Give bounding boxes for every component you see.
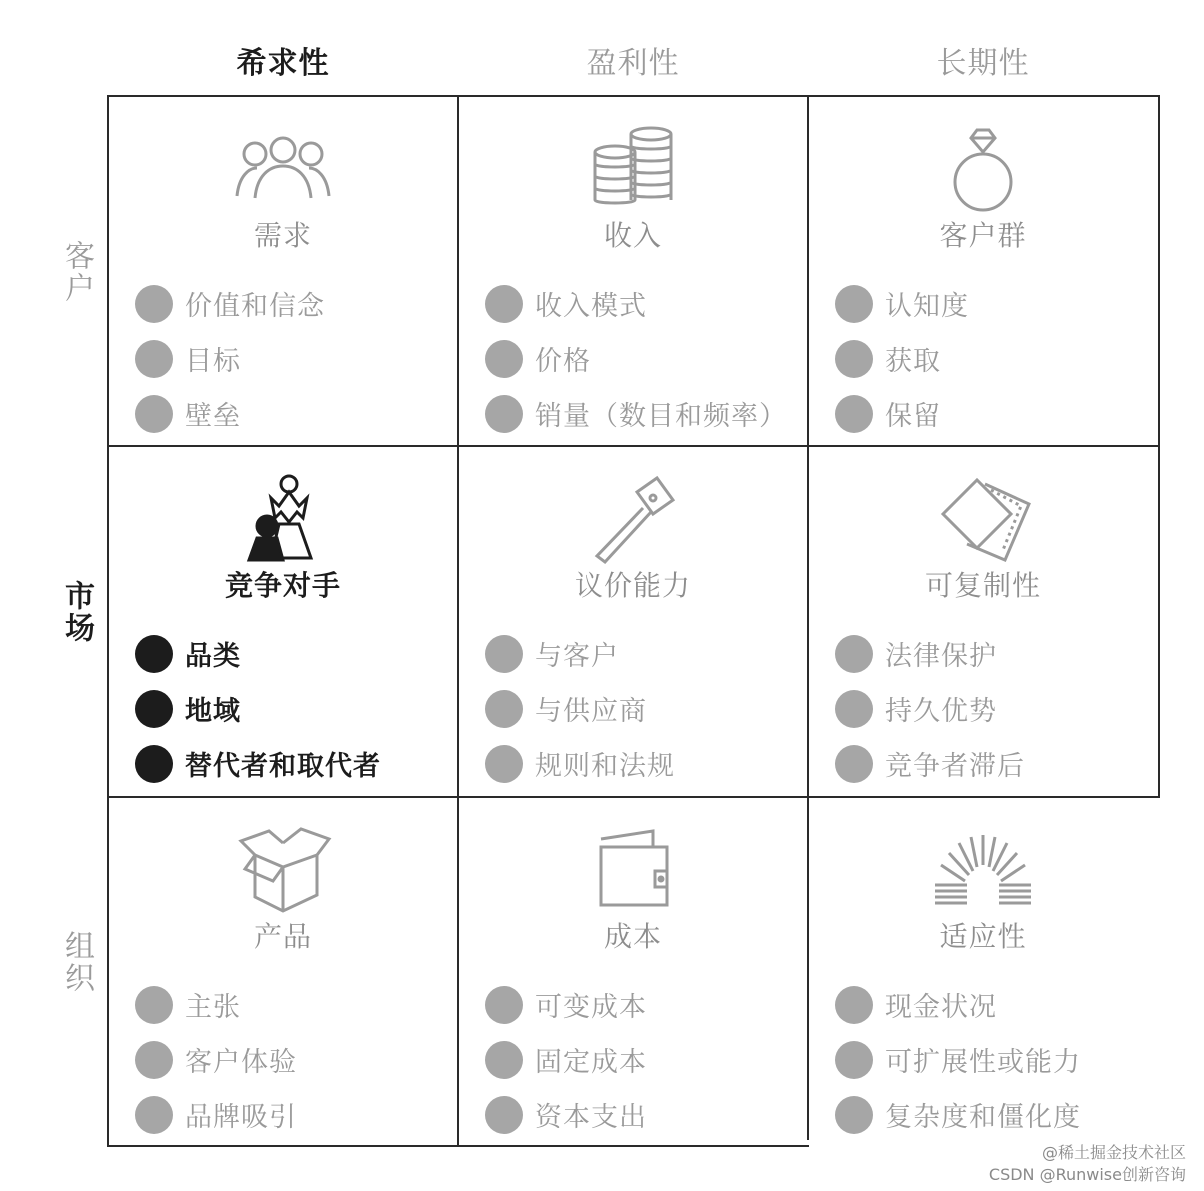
list-item xyxy=(835,977,1154,1032)
bullet-dot xyxy=(835,635,873,673)
cell-title: 产品 xyxy=(253,920,312,953)
bullet-dot xyxy=(835,690,873,728)
cell-title: 成本 xyxy=(603,920,662,953)
gavel-icon xyxy=(583,474,683,564)
watermark-juejin: @稀土掘金技术社区 xyxy=(1041,1143,1186,1162)
bullet-dot xyxy=(135,285,173,323)
list-item xyxy=(135,977,454,1032)
list-item xyxy=(835,1032,1154,1087)
list-item xyxy=(135,1087,454,1142)
list-item-label: 品牌吸引 xyxy=(185,1102,297,1133)
cell-adaptability xyxy=(808,797,1158,1147)
list-item xyxy=(135,331,454,386)
bullet-list xyxy=(485,626,804,791)
list-item xyxy=(135,626,454,681)
list-item xyxy=(485,736,804,791)
list-item xyxy=(485,386,804,441)
bullet-dot xyxy=(135,1041,173,1079)
cell-title: 适应性 xyxy=(939,920,1027,953)
list-item-label: 价值和信念 xyxy=(185,291,325,322)
list-item-label: 可扩展性或能力 xyxy=(885,1047,1081,1078)
bullet-dot xyxy=(485,635,523,673)
list-item-label: 壁垒 xyxy=(185,401,241,432)
bullet-dot xyxy=(135,340,173,378)
list-item xyxy=(835,331,1154,386)
cell-product xyxy=(108,797,458,1147)
bullet-dot xyxy=(835,986,873,1024)
row-header-organization: 组织 xyxy=(59,930,94,994)
list-item xyxy=(135,276,454,331)
row-header-customer: 客户 xyxy=(59,240,94,304)
bullet-dot xyxy=(485,1096,523,1134)
coin-stacks-icon xyxy=(583,124,683,214)
cell-title: 可复制性 xyxy=(924,569,1041,602)
cell-competitors xyxy=(108,446,458,796)
bullet-dot xyxy=(835,1041,873,1079)
list-item xyxy=(135,681,454,736)
bullet-list xyxy=(135,977,454,1142)
list-item-label: 保留 xyxy=(885,401,941,432)
cell-needs xyxy=(108,96,458,446)
list-item-label: 固定成本 xyxy=(535,1047,647,1078)
row-header-market: 市场 xyxy=(59,580,94,644)
list-item xyxy=(485,626,804,681)
wallet-icon xyxy=(583,825,683,915)
list-item-label: 客户体验 xyxy=(185,1047,297,1078)
list-item-label: 与供应商 xyxy=(535,696,647,727)
list-item xyxy=(485,977,804,1032)
open-box-icon xyxy=(233,825,333,915)
list-item-label: 与客户 xyxy=(535,641,619,672)
bullet-dot xyxy=(135,395,173,433)
bullet-list xyxy=(835,977,1154,1142)
list-item xyxy=(485,1032,804,1087)
list-item-label: 法律保护 xyxy=(885,641,997,672)
cell-replicability xyxy=(808,446,1158,796)
bullet-dot xyxy=(835,395,873,433)
bullet-dot xyxy=(485,986,523,1024)
list-item-label: 认知度 xyxy=(885,291,969,322)
list-item xyxy=(835,736,1154,791)
list-item xyxy=(485,276,804,331)
bullet-dot xyxy=(135,745,173,783)
bullet-dot xyxy=(485,395,523,433)
cell-bargaining-power xyxy=(458,446,808,796)
list-item xyxy=(135,1032,454,1087)
list-item-label: 收入模式 xyxy=(535,291,647,322)
cell-customer-base xyxy=(808,96,1158,446)
list-item-label: 可变成本 xyxy=(535,992,647,1023)
diamond-ring-icon xyxy=(933,124,1033,214)
bullet-list xyxy=(835,626,1154,791)
watermark-csdn: CSDN @Runwise创新咨询 xyxy=(988,1165,1186,1184)
list-item-label: 复杂度和僵化度 xyxy=(885,1102,1081,1133)
bullet-dot xyxy=(835,745,873,783)
column-header-profitability: 盈利性 xyxy=(586,46,680,81)
bullet-list xyxy=(135,276,454,441)
list-item-label: 目标 xyxy=(185,346,241,377)
bullet-dot xyxy=(135,690,173,728)
bullet-list xyxy=(835,276,1154,441)
list-item xyxy=(835,276,1154,331)
cell-title: 议价能力 xyxy=(574,569,691,602)
bullet-dot xyxy=(485,690,523,728)
bullet-dot xyxy=(835,1096,873,1134)
bullet-dot xyxy=(485,340,523,378)
list-item xyxy=(485,331,804,386)
list-item-label: 品类 xyxy=(185,641,241,672)
list-item xyxy=(135,386,454,441)
cell-cost xyxy=(458,797,808,1147)
list-item xyxy=(485,1087,804,1142)
bullet-list xyxy=(485,977,804,1142)
bullet-dot xyxy=(485,745,523,783)
copy-layers-icon xyxy=(933,474,1033,564)
list-item-label: 获取 xyxy=(885,346,941,377)
list-item-label: 竞争者滞后 xyxy=(885,751,1025,782)
cell-revenue xyxy=(458,96,808,446)
people-group-icon xyxy=(233,124,333,214)
cell-title: 需求 xyxy=(253,219,312,252)
list-item-label: 规则和法规 xyxy=(535,751,675,782)
grid-border-right xyxy=(1158,95,1160,797)
bullet-dot xyxy=(835,285,873,323)
list-item xyxy=(135,736,454,791)
list-item xyxy=(835,626,1154,681)
bullet-dot xyxy=(485,285,523,323)
cell-title: 竞争对手 xyxy=(224,569,341,602)
bullet-dot xyxy=(135,986,173,1024)
list-item-label: 现金状况 xyxy=(885,992,997,1023)
bullet-list xyxy=(135,626,454,791)
slinky-spring-icon xyxy=(933,825,1033,915)
list-item xyxy=(835,386,1154,441)
list-item-label: 地域 xyxy=(185,696,241,727)
list-item-label: 销量（数目和频率） xyxy=(535,401,787,432)
list-item-label: 替代者和取代者 xyxy=(185,751,381,782)
bullet-dot xyxy=(135,1096,173,1134)
bullet-list xyxy=(485,276,804,441)
bullet-dot xyxy=(485,1041,523,1079)
bullet-dot xyxy=(835,340,873,378)
column-header-desirability: 希求性 xyxy=(236,46,330,81)
cell-title: 客户群 xyxy=(939,219,1027,252)
column-header-longevity: 长期性 xyxy=(936,46,1030,81)
list-item xyxy=(835,1087,1154,1142)
cell-title: 收入 xyxy=(603,219,662,252)
list-item-label: 主张 xyxy=(185,992,241,1023)
list-item-label: 资本支出 xyxy=(535,1102,647,1133)
list-item xyxy=(485,681,804,736)
chess-pieces-icon xyxy=(233,474,333,564)
bullet-dot xyxy=(135,635,173,673)
list-item-label: 持久优势 xyxy=(885,696,997,727)
list-item-label: 价格 xyxy=(535,346,591,377)
list-item xyxy=(835,681,1154,736)
